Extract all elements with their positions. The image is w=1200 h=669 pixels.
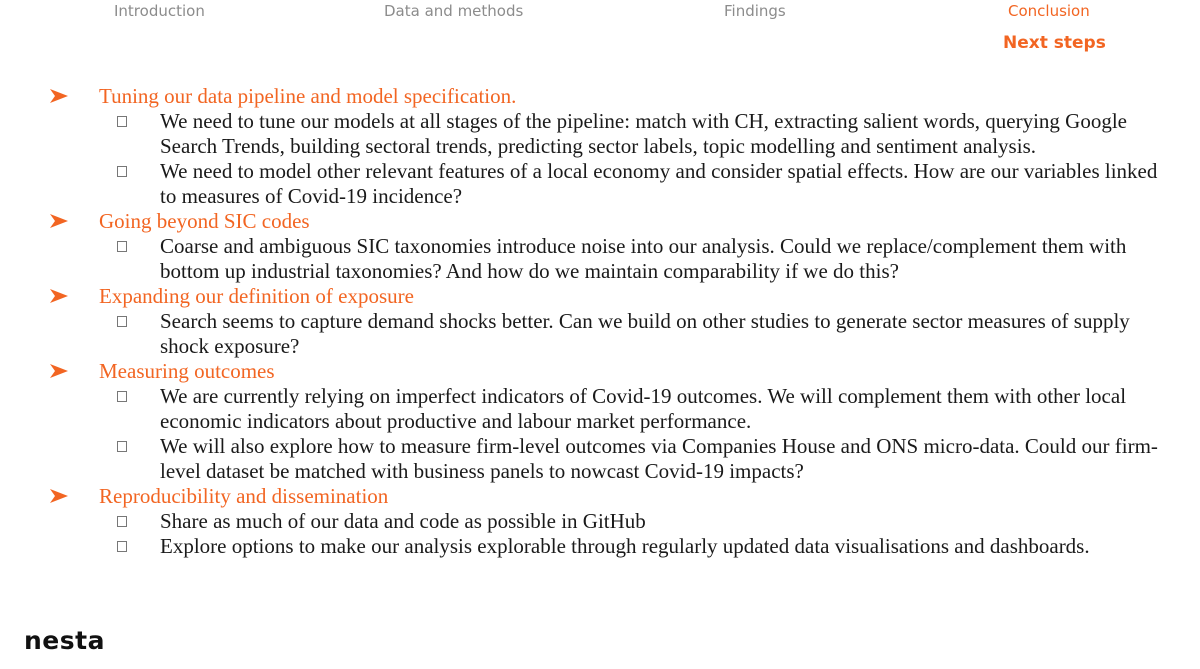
section	[0, 359, 1200, 484]
subtab-next-steps[interactable]: Next steps	[1003, 33, 1106, 53]
list-item-text: Share as much of our data and code as possible in GitHub	[160, 509, 646, 533]
arrowhead-icon	[50, 89, 68, 103]
section-heading: Expanding our definition of exposure	[99, 284, 414, 308]
list-item	[0, 384, 1200, 434]
list-item	[0, 434, 1200, 484]
list-item-text: We need to model other relevant features of a local economy and consider spatial effects. How are our variables linked to measures of Covid-19 incidence?	[160, 159, 1158, 208]
checkbox-icon	[117, 316, 127, 327]
nav-tab-introduction[interactable]: Introduction	[114, 2, 205, 20]
list-item	[0, 234, 1200, 284]
section-heading: Tuning our data pipeline and model specification.	[99, 84, 517, 108]
section-heading: Going beyond SIC codes	[99, 209, 310, 233]
section	[0, 284, 1200, 359]
checkbox-icon	[117, 391, 127, 402]
nav-tab-findings[interactable]: Findings	[724, 2, 786, 20]
top-navigation	[0, 2, 1200, 24]
section	[0, 484, 1200, 559]
nav-tab-conclusion[interactable]: Conclusion	[1008, 2, 1090, 20]
checkbox-icon	[117, 441, 127, 452]
list-item	[0, 509, 1200, 534]
arrowhead-icon	[50, 214, 68, 228]
arrowhead-icon	[50, 364, 68, 378]
section	[0, 84, 1200, 209]
nesta-logo: nesta	[24, 626, 105, 655]
list-item	[0, 159, 1200, 209]
next-steps-list	[0, 84, 1200, 559]
checkbox-icon	[117, 516, 127, 527]
list-item-text: We need to tune our models at all stages of the pipeline: match with CH, extracting salient words, querying Google Search Trends, building sectoral trends, predicting sector labels, topic modelling and sentiment analysis.	[160, 109, 1127, 158]
checkbox-icon	[117, 116, 127, 127]
checkbox-icon	[117, 166, 127, 177]
list-item	[0, 309, 1200, 359]
section-heading: Measuring outcomes	[99, 359, 275, 383]
section	[0, 209, 1200, 284]
list-item	[0, 534, 1200, 559]
checkbox-icon	[117, 541, 127, 552]
list-item-text: Search seems to capture demand shocks better. Can we build on other studies to generate sector measures of supply shock exposure?	[160, 309, 1130, 358]
list-item-text: We are currently relying on imperfect indicators of Covid-19 outcomes. We will complement them with other local economic indicators about productive and labour market performance.	[160, 384, 1127, 433]
list-item-text: Coarse and ambiguous SIC taxonomies introduce noise into our analysis. Could we replace/complement them with bottom up industrial taxonomies? And how do we maintain comparability if we do this?	[160, 234, 1127, 283]
list-item	[0, 109, 1200, 159]
section-heading: Reproducibility and dissemination	[99, 484, 389, 508]
arrowhead-icon	[50, 289, 68, 303]
nav-tab-data-and-methods[interactable]: Data and methods	[384, 2, 524, 20]
list-item-text: We will also explore how to measure firm-level outcomes via Companies House and ONS micro-data. Could our firm-level dataset be matched with business panels to nowcast Covid-19 impacts?	[160, 434, 1158, 483]
list-item-text: Explore options to make our analysis explorable through regularly updated data visualisations and dashboards.	[160, 534, 1090, 558]
checkbox-icon	[117, 241, 127, 252]
arrowhead-icon	[50, 489, 68, 503]
